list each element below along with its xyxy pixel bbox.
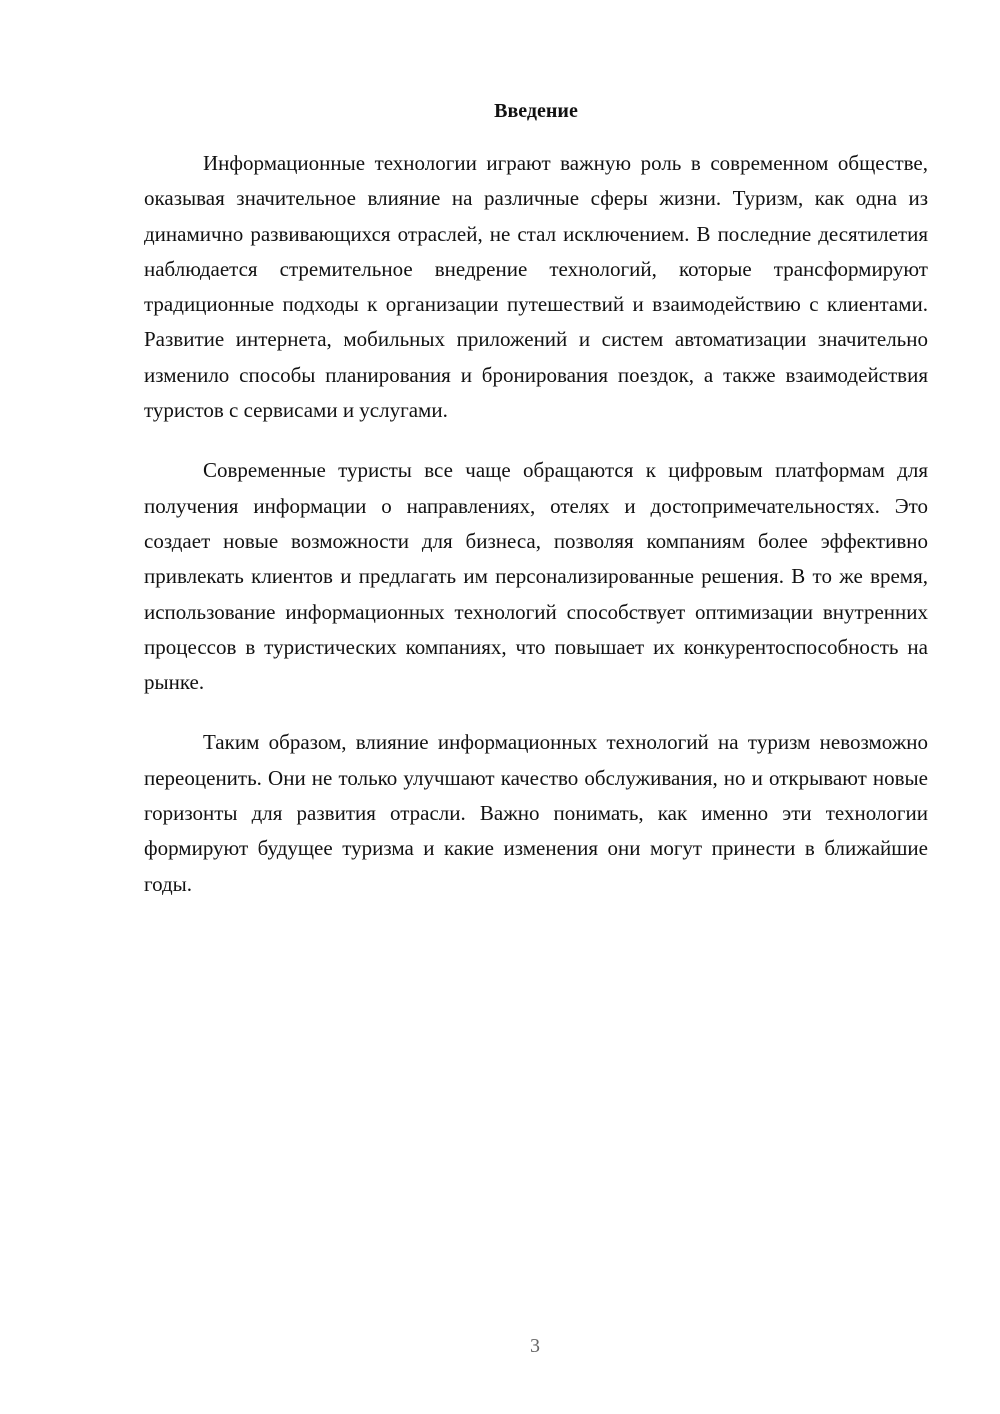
paragraph-2: Современные туристы все чаще обращаются к цифровым платформам для получения информации о направлениях, отелях и достопримечательностях. Это создает новые возможности для бизнеса, позволяя компаниям более эффективно привлекать клиентов и предлагать им персонализированные решения. В то же время, использование информационных технологий способствует оптимизации внутренних процессов в туристических компаниях, что повышает их конкурентоспособность на рынке. <box>144 458 928 695</box>
page-content <box>144 96 928 927</box>
paragraph-3: Таким образом, влияние информационных технологий на туризм невозможно переоценить. Они не только улучшают качество обслуживания, но и открывают новые горизонты для развития отрасли. Важно понимать, как именно эти технологии формируют будущее туризма и какие изменения они могут принести в ближайшие годы. <box>144 730 928 896</box>
section-heading: Введение <box>494 100 578 122</box>
paragraph-1: Информационные технологии играют важную роль в современном обществе, оказывая значительное влияние на различные сферы жизни. Туризм, как одна из динамично развивающихся отраслей, не стал исключением. В последние десятилетия наблюдается стремительное внедрение технологий, которые трансформируют традиционные подходы к организации путешествий и взаимодействию с клиентами. Развитие интернета, мобильных приложений и систем автоматизации значительно изменило способы планирования и бронирования поездок, а также взаимодействия туристов с сервисами и услугами. <box>144 151 928 423</box>
page-number: 3 <box>530 1335 540 1357</box>
